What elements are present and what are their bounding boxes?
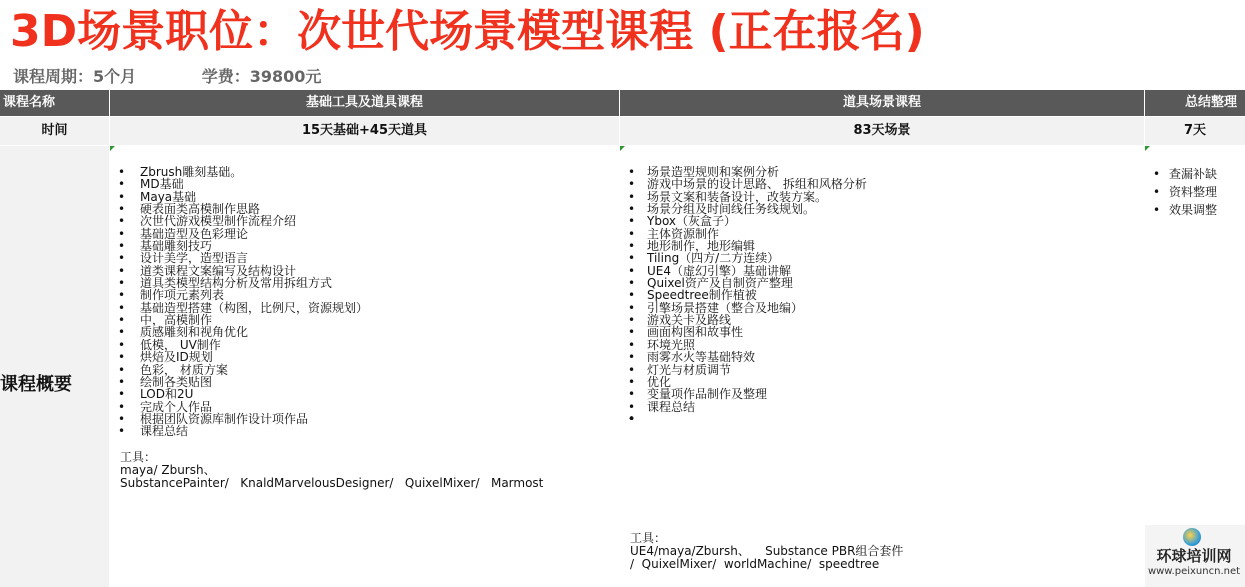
course-meta	[13, 66, 321, 88]
list-item: • Ybox（灰盒子）	[628, 215, 867, 227]
list-item: • UE4（虚幻引擎）基础讲解	[628, 265, 867, 277]
list-item: • 画面构图和故事性	[628, 326, 867, 338]
list-item: • 地形制作，地形编辑	[628, 240, 867, 252]
list-item: • Speedtree制作植被	[628, 289, 867, 301]
list-item: • 设计美学，造型语言	[118, 252, 368, 264]
list-item: • LOD和2U	[118, 388, 368, 400]
list-item: • 场景造型规则和案例分析	[628, 166, 867, 178]
list-item: • 绘制各类贴图	[118, 376, 368, 388]
overview-label-cell	[0, 146, 109, 587]
list-item: • 场景文案和装备设计，改装方案。	[628, 191, 867, 203]
list-item: • 硬表面类高模制作思路	[118, 203, 368, 215]
list-item: • 灯光与材质调节	[628, 364, 867, 376]
list-item: • 道类课程文案编写及结构设计	[118, 265, 368, 277]
course-fee: 学费：39800元	[201, 67, 322, 86]
header-basic-tools: 基础工具及道具课程	[110, 90, 619, 116]
list-item: • MD基础	[118, 178, 368, 190]
list-item: • 变量项作品制作及整理	[628, 388, 867, 400]
course-period: 课程周期：5个月	[13, 67, 137, 86]
list-item: • 雨雾水火等基础特效	[628, 351, 867, 363]
list-item: • 优化	[628, 376, 867, 388]
list-item: • 课程总结	[628, 401, 867, 413]
summary-list	[1153, 165, 1217, 219]
time-label: 时间	[0, 117, 109, 145]
list-item: • 基础雕刻技巧	[118, 240, 368, 252]
cell-marker	[110, 146, 115, 151]
list-item: • 中，高模制作	[118, 314, 368, 326]
cell-marker	[620, 146, 625, 151]
list-item: • Maya基础	[118, 191, 368, 203]
list-item: • 制作项元素列表	[118, 289, 368, 301]
list-item: • 质感雕刻和视角优化	[118, 326, 368, 338]
page-title: 3D场景职位：次世代场景模型课程 (正在报名)	[10, 6, 925, 57]
list-item: • Quixel资产及自制资产整理	[628, 277, 867, 289]
basic-course-list	[118, 166, 368, 438]
list-item: • 低模， UV制作	[118, 339, 368, 351]
header-course-name: 课程名称	[0, 90, 109, 116]
list-item: • 根据团队资源库制作设计项作品	[118, 413, 368, 425]
list-item: • 场景分组及时间线任务线规划。	[628, 203, 867, 215]
header-scene-course: 道具场景课程	[620, 90, 1144, 116]
overview-label: 课程概要	[0, 374, 72, 395]
list-item: • 烘焙及ID规划	[118, 351, 368, 363]
cell-marker	[1145, 146, 1150, 151]
list-item: • Tiling（四方/二方连续）	[628, 252, 867, 264]
list-item: • 主体资源制作	[628, 228, 867, 240]
scene-tools-text: 工具： UE4/maya/Zbursh、 Substance PBR组合套件 / QuixelMixer/ worldMachine/ speedtree	[630, 531, 904, 571]
basic-tools-text: 工具： maya/ Zbursh、 SubstancePainter/ KnaldMarvelousDesigner/ QuixelMixer/ Marmost	[120, 450, 544, 490]
logo-name: 环球培训网	[1156, 547, 1232, 565]
list-item: • 色彩， 材质方案	[118, 364, 368, 376]
list-item: • 课程总结	[118, 425, 368, 437]
list-item: • 效果调整	[1153, 201, 1217, 219]
time-scene: 83天场景	[620, 117, 1144, 145]
list-item: • 基础造型及色彩理论	[118, 228, 368, 240]
header-summary: 总结整理	[1145, 90, 1245, 116]
list-item: • 完成个人作品	[118, 401, 368, 413]
logo-url: www.peixuncn.net	[1147, 566, 1241, 577]
list-item: • Zbrush雕刻基础。	[118, 166, 368, 178]
list-item: • 游戏关卡及路线	[628, 314, 867, 326]
time-summary: 7天	[1145, 117, 1245, 145]
list-item: • 游戏中场景的设计思路、 拆组和风格分析	[628, 178, 867, 190]
list-item: • 查漏补缺	[1153, 165, 1217, 183]
scene-course-list	[628, 166, 867, 413]
list-item: • 道具类模型结构分析及常用拆组方式	[118, 277, 368, 289]
time-basic: 15天基础+45天道具	[110, 117, 619, 145]
list-item: • 引擎场景搭建（整合及地编）	[628, 302, 867, 314]
globe-icon	[1183, 528, 1201, 546]
list-item: • 环境光照	[628, 339, 867, 351]
list-item: • 次世代游戏模型制作流程介绍	[118, 215, 368, 227]
list-item: • 资料整理	[1153, 183, 1217, 201]
list-item: • 基础造型搭建（构图，比例尺，资源规划）	[118, 302, 368, 314]
